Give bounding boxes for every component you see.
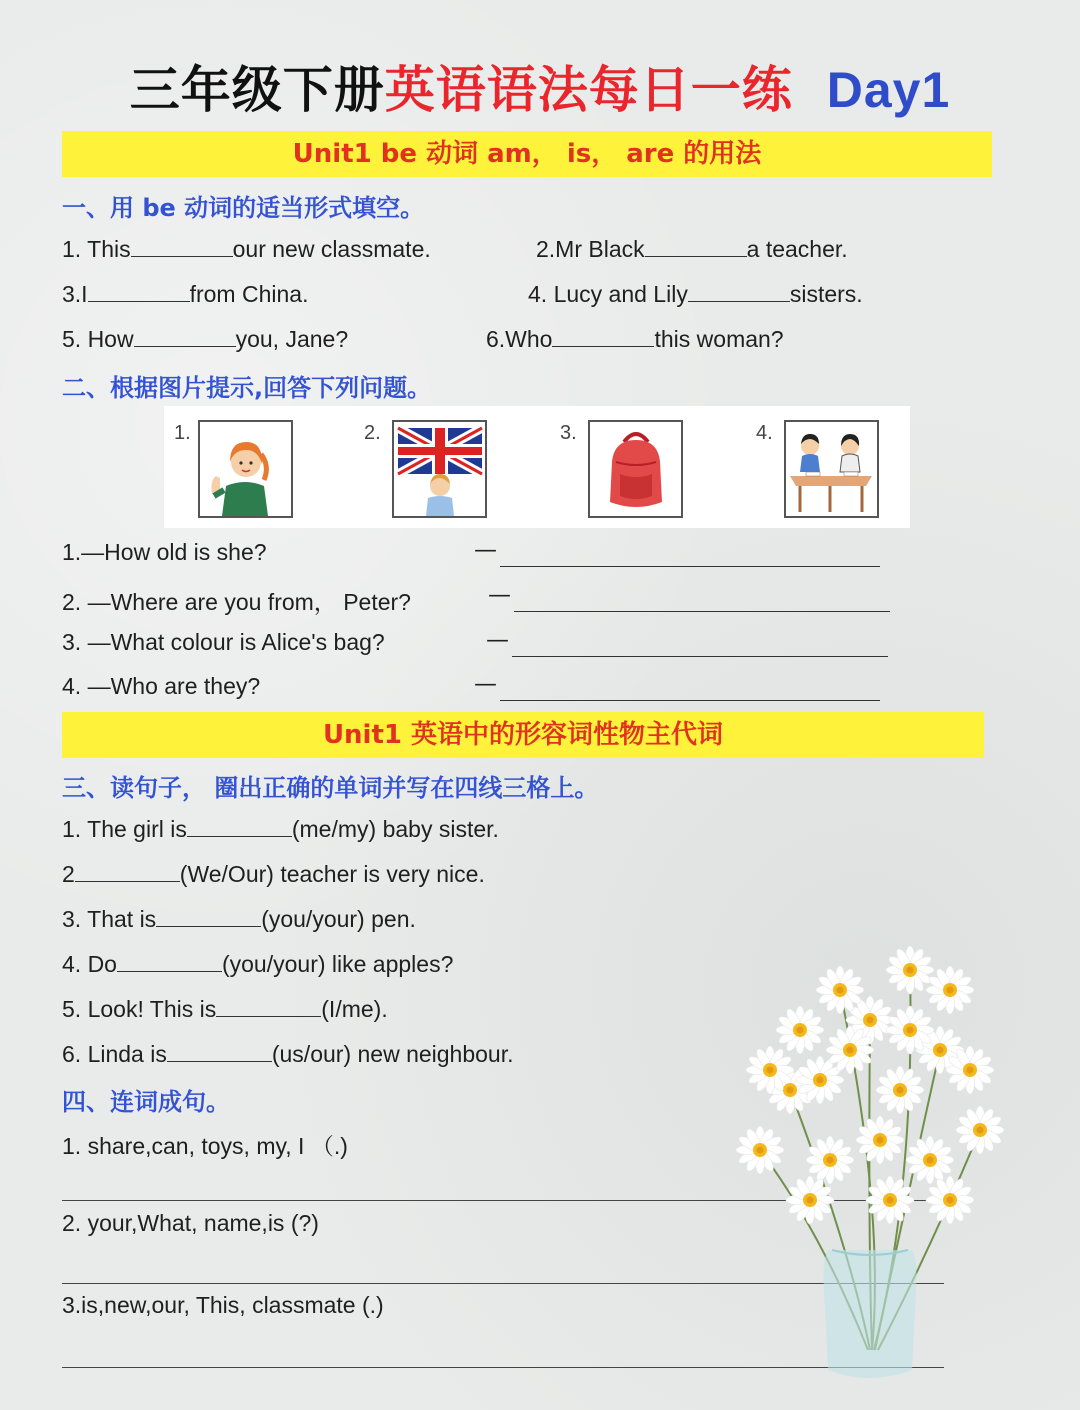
answer-dash: — — [486, 627, 509, 653]
daisy-vase-decoration — [700, 930, 1020, 1390]
fill-blank[interactable] — [131, 234, 233, 257]
fill-blank[interactable] — [117, 949, 222, 972]
unit1-be-verb-banner: Unit1 be 动词 am， is， are 的用法 — [62, 131, 992, 177]
s3-item-6: 6. Linda is (us/our) new neighbour. — [62, 1041, 514, 1067]
classroom-kids-picture — [784, 420, 879, 518]
section3-heading: 三、读句子， 圈出正确的单词并写在四线三格上。 — [62, 774, 599, 802]
s1-item-6: 6.Who this woman? — [486, 326, 784, 352]
answer-dash: — — [488, 582, 511, 608]
fill-blank[interactable] — [75, 859, 180, 882]
s3-item-4: 4. Do (you/your) like apples? — [62, 951, 454, 977]
picture-number: 2. — [364, 422, 381, 444]
answer-line-1[interactable] — [500, 566, 880, 567]
picture-number: 3. — [560, 422, 577, 444]
uk-flag-boy-picture — [392, 420, 487, 518]
fill-blank[interactable] — [134, 324, 236, 347]
section1-heading: 一、用 be 动词的适当形式填空。 — [62, 194, 425, 222]
s3-item-1: 1. The girl is (me/my) baby sister. — [62, 816, 499, 842]
title-topic: 英语语法每日一练 — [384, 61, 793, 119]
s1-item-3: 3.I from China. — [62, 281, 309, 307]
fill-blank[interactable] — [156, 904, 261, 927]
fill-blank[interactable] — [645, 234, 747, 257]
answer-line-3[interactable] — [512, 656, 888, 657]
fill-blank[interactable] — [216, 994, 321, 1017]
s3-item-3: 3. That is (you/your) pen. — [62, 906, 416, 932]
s2-question-4: 4. —Who are they? — [62, 673, 261, 699]
s2-question-3: 3. —What colour is Alice's bag? — [62, 629, 385, 655]
picture-strip — [164, 406, 910, 528]
s3-item-2: 2 (We/Our) teacher is very nice. — [62, 861, 485, 887]
answer-dash: — — [474, 671, 497, 697]
s3-item-5: 5. Look! This is (I/me). — [62, 996, 388, 1022]
answer-line-4[interactable] — [500, 700, 880, 701]
title-day: Day1 — [826, 62, 951, 118]
answer-line-2[interactable] — [514, 611, 890, 612]
s1-item-5: 5. How you, Jane? — [62, 326, 349, 352]
unit1-possessive-banner: Unit1 英语中的形容词性物主代词 — [62, 712, 984, 758]
title-grade: 三年级下册 — [129, 61, 385, 119]
fill-blank[interactable] — [552, 324, 654, 347]
s2-question-1: 1.—How old is she? — [62, 539, 267, 565]
red-bag-picture — [588, 420, 683, 518]
s1-item-2: 2.Mr Black a teacher. — [536, 236, 848, 262]
girl-waving-picture — [198, 420, 293, 518]
picture-number: 1. — [174, 422, 191, 444]
s4-item-2: 2. your,What, name,is (?) — [62, 1210, 319, 1236]
s4-item-3: 3.is,new,our, This, classmate (.) — [62, 1292, 384, 1318]
fill-blank[interactable] — [688, 279, 790, 302]
answer-dash: — — [474, 537, 497, 563]
page-title — [0, 50, 1080, 122]
section2-heading: 二、根据图片提示,回答下列问题。 — [62, 374, 432, 402]
picture-number: 4. — [756, 422, 773, 444]
s2-question-2: 2. —Where are you from， Peter? — [62, 589, 411, 615]
s1-item-1: 1. This our new classmate. — [62, 236, 431, 262]
fill-blank[interactable] — [167, 1039, 272, 1062]
fill-blank[interactable] — [88, 279, 190, 302]
s1-item-4: 4. Lucy and Lily sisters. — [528, 281, 863, 307]
section4-heading: 四、连词成句。 — [62, 1088, 230, 1116]
s4-item-1: 1. share,can, toys, my, I （.) — [62, 1133, 348, 1159]
fill-blank[interactable] — [187, 814, 292, 837]
